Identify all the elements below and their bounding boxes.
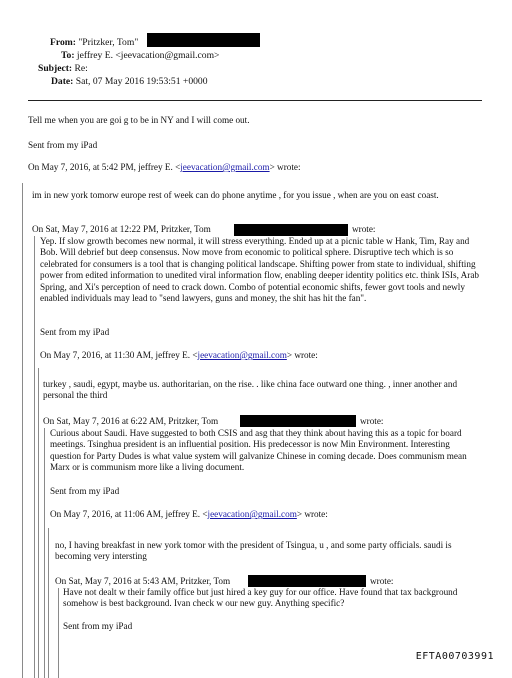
quote-bar: [38, 368, 39, 678]
quote-bar: [44, 428, 45, 678]
signature: Sent from my iPad: [28, 140, 98, 150]
quote-header-text: wrote:: [360, 416, 384, 426]
signature: Sent from my iPad: [63, 621, 133, 631]
message-text: Yep. If slow growth becomes new normal, it will stress everything. Ended up at a picnic table w Hank, Tim, Ray and Bob. Will debrief but deep consensus. Now move from economic to political sphere. Disruptive tech which is so celebrated for consumers is a tool that is changing political landscape. Shifting power from state to individual, shifting power from edited information to unedited viral information flow, enabling deeper identity politics etc. think ISIs, Arab Spring, and Xi's perception of need to crack down. Combo of potential economic shifts, fewer govt tools and newly enabled individuals may lead to "send lawyers, guns and money, the shit has hit the fan".: [40, 236, 480, 304]
from-line: [50, 36, 138, 49]
quote-header-text: On May 7, 2016, at 11:30 AM, jeffrey E. <: [40, 350, 198, 360]
redaction-box: [234, 224, 348, 236]
quote-header-text: On Sat, May 7, 2016 at 6:22 AM, Pritzker, Tom: [43, 416, 219, 426]
quote-header: [55, 576, 230, 587]
message-text: Tell me when you are goi g to be in NY and I will come out.: [28, 115, 250, 125]
subject-label: Subject:: [38, 63, 73, 74]
quote-header-text: wrote:: [370, 576, 394, 586]
to-label: To:: [61, 50, 75, 61]
message-text: Have not dealt w their family office but just hired a key guy for our office. Have found that tax background somehow is best background. Ivan check w our new guy. Anything specific?: [63, 587, 458, 609]
quote-header-text: > wrote:: [269, 162, 301, 172]
quote-header: [28, 162, 301, 173]
message-text: Curious about Saudi. Have suggested to both CSIS and asg that they think about having this as a topic for board meetings. Tsinghua president is an influential position. His predecessor is now Min Environment. Interesting question for Party Dudes is what value system will galvanize Chinese in coming decade. Does communism mean Marx or is communism more like a living document.: [50, 428, 467, 473]
quote-bar: [58, 588, 59, 678]
quote-bar: [22, 183, 23, 678]
email-link[interactable]: jeevacation@gmail.com: [180, 162, 270, 172]
date-value: Sat, 07 May 2016 19:53:51 +0000: [75, 76, 208, 87]
redaction-box: [248, 575, 366, 587]
subject-value: Re:: [74, 63, 88, 74]
message-text: turkey , saudi, egypt, maybe us. authoritarian, on the rise. . like china face outward one thing. , inner another and personal the third: [43, 379, 458, 401]
quote-header-text: On Sat, May 7, 2016 at 12:22 PM, Pritzker, Tom: [32, 224, 211, 234]
quote-header-text: On May 7, 2016, at 5:42 PM, jeffrey E. <: [28, 162, 181, 172]
redaction-box: [147, 33, 260, 47]
from-label: From:: [50, 37, 76, 48]
quote-header-text: > wrote:: [296, 509, 328, 519]
quote-header: [40, 350, 318, 361]
header-divider: [28, 100, 482, 101]
to-line: [61, 49, 219, 62]
subject-line: [38, 62, 88, 75]
quote-header-text: > wrote:: [286, 350, 318, 360]
from-value: "Pritzker, Tom": [78, 37, 139, 48]
redaction-box: [240, 415, 356, 427]
to-value: jeffrey E. <jeevacation@gmail.com>: [76, 50, 220, 61]
document-id: EFTA00703991: [415, 651, 494, 662]
message-text: im in new york tomorw europe rest of week can do phone anytime , for you issue , when are you on east coast.: [32, 190, 439, 200]
quote-header: [43, 416, 218, 427]
email-link[interactable]: jeevacation@gmail.com: [197, 350, 287, 360]
quote-header: [50, 509, 328, 520]
quote-bar: [48, 528, 49, 678]
quote-bar: [34, 236, 35, 678]
quote-header-text: On May 7, 2016, at 11:06 AM, jeffrey E. <: [50, 509, 208, 519]
date-label: Date:: [51, 76, 74, 87]
message-text: no, I having breakfast in new york tomor with the president of Tsingua, u , and some party officials. saudi is becoming very intersting: [55, 540, 452, 562]
quote-header-text: wrote:: [352, 224, 376, 234]
signature: Sent from my iPad: [40, 327, 110, 337]
signature: Sent from my iPad: [50, 486, 120, 496]
date-line: [51, 75, 208, 88]
quote-header: [32, 224, 211, 235]
quote-header-text: On Sat, May 7, 2016 at 5:43 AM, Pritzker, Tom: [55, 576, 231, 586]
email-link[interactable]: jeevacation@gmail.com: [207, 509, 297, 519]
